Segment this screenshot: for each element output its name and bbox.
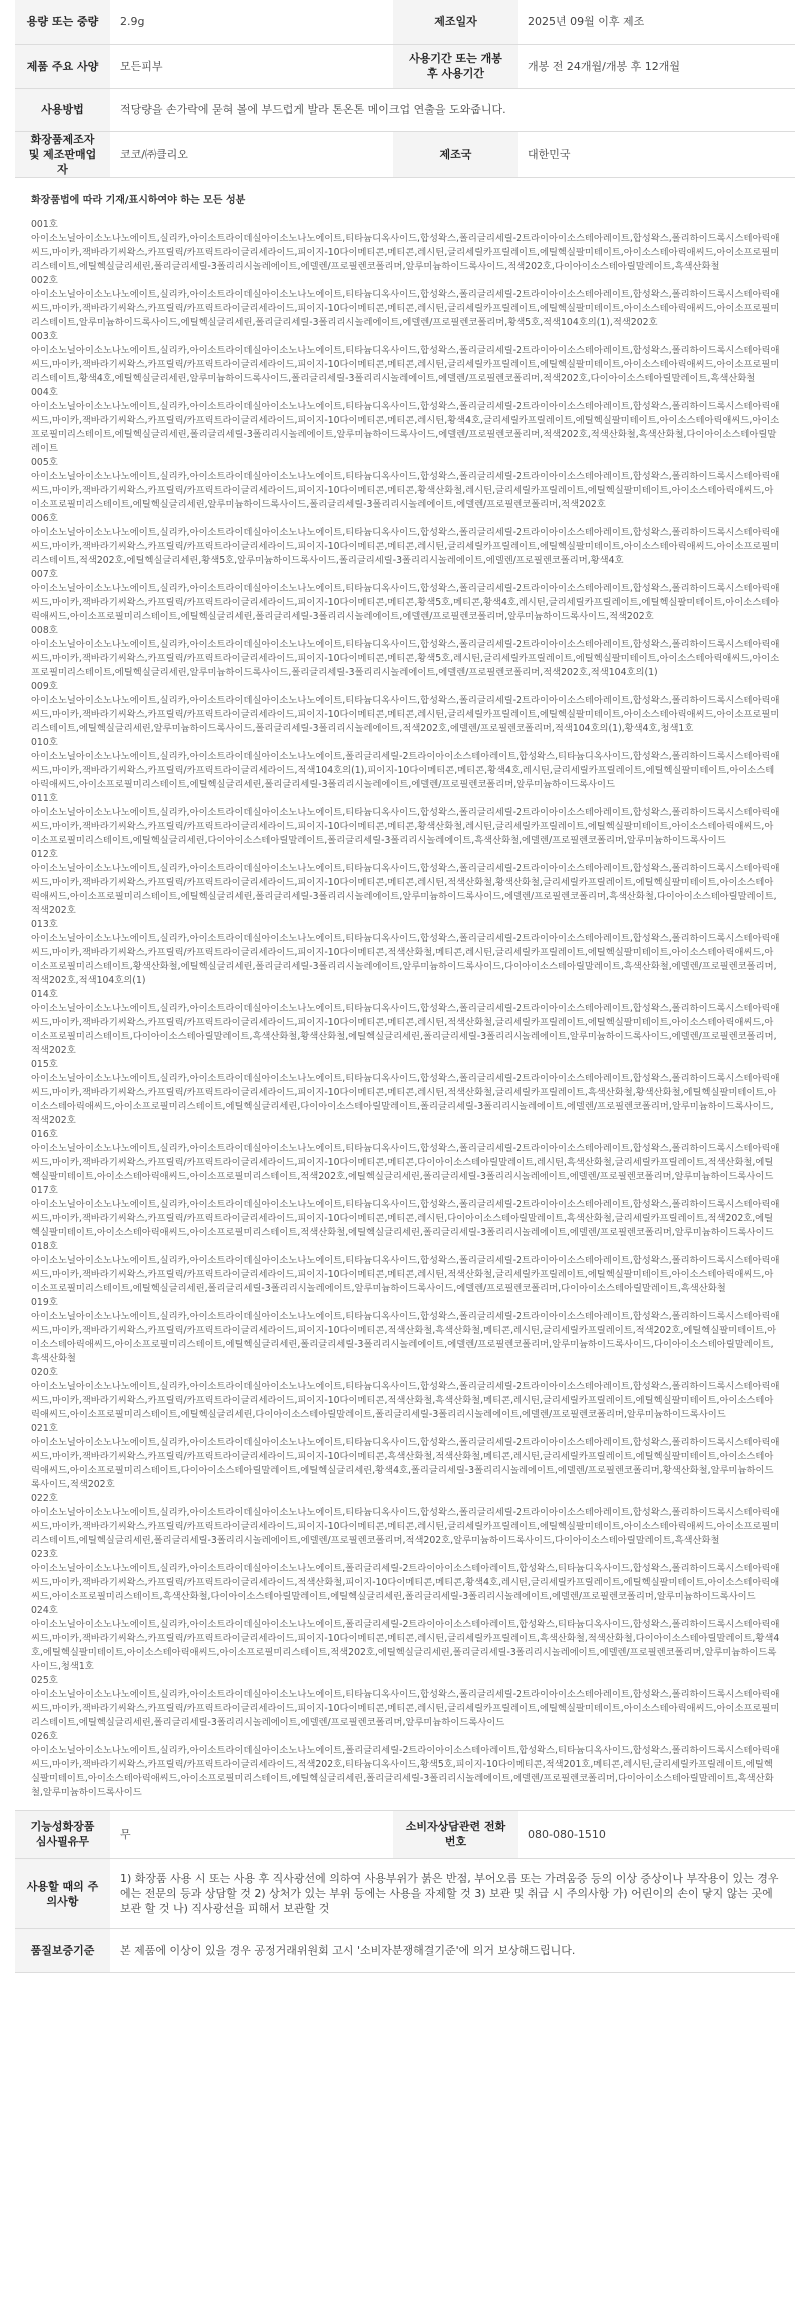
ingredient-text: 아이소노닐아이소노나노에이트,실리카,아이소트라이데실아이소노나노에이트,티타늄디옥사이드,합성왁스,폴리글리세릴-2트라이아이소스테아레이트,합성왁스,폴리하이드록시스테아릭애씨드,마이카,잭바라기씨왁스,카프릴릭/카프릭트라이글리세라이드,피이지-10다이메티콘,메티콘,레시틴,글리세릴카프릴레이트,에틸헥실팔미테이트,아이소스테아릭애씨드,아이소프로필미리스테이트,에틸헥실글리세린,알루미늄하이드록사이드,폴리글리세릴-3폴리리시놀레에이트,적색202호,에델렌/프로필렌코폴리머,적색104호의(1),황색4호,청색1호 — [31, 694, 780, 734]
ingredient-shade-code: 023호 — [31, 1548, 58, 1560]
ingredient-entry — [31, 1366, 781, 1422]
ingredient-text: 아이소노닐아이소노나노에이트,실리카,아이소트라이데실아이소노나노에이트,티타늄디옥사이드,합성왁스,폴리글리세릴-2트라이아이소스테아레이트,합성왁스,폴리하이드록시스테아릭애씨드,마이카,잭바라기씨왁스,카프릴릭/카프릭트라이글리세라이드,피이지-10다이메티콘,메티콘,레시틴,다이아이소스테아릴말레이트,흑색산화철,글리세릴카프릴레이트,적색202호,에틸헥실팔미테이트,아이소스테아릭애씨드,아이소프로필미리스테이트,적색산화철,에틸헥실글리세린,폴리글리세릴-3폴리리시놀레에이트,에델렌/프로필렌코폴리머,알루미늄하이드록사이드 — [31, 1198, 780, 1238]
ingredient-shade-code: 016호 — [31, 1128, 58, 1140]
caution-label: 사용할 때의 주의사항 — [15, 1859, 110, 1929]
warranty-label: 품질보증기준 — [15, 1929, 110, 1973]
ingredient-shade-code: 015호 — [31, 1058, 58, 1070]
ingredient-shade-code: 007호 — [31, 568, 58, 580]
row-warranty — [15, 1929, 795, 1973]
ingredient-entry — [31, 1548, 781, 1604]
ingredients-list — [31, 218, 781, 1800]
ingredient-shade-code: 011호 — [31, 792, 58, 804]
ingredient-entry — [31, 386, 781, 456]
skin-type-label: 제품 주요 사양 — [15, 44, 110, 88]
row-skin-type — [15, 44, 795, 88]
ingredient-entry — [31, 736, 781, 792]
usage-label: 사용방법 — [15, 88, 110, 131]
ingredient-shade-code: 019호 — [31, 1296, 58, 1308]
caution-value: 1) 화장품 사용 시 또는 사용 후 직사광선에 의하여 사용부위가 붉은 반점, 부어오름 또는 가려움증 등의 이상 증상이나 부작용이 있는 경우에는 전문의 등과 상담할 것 2) 상처가 있는 부위 등에는 사용을 자제할 것 3) 보관 및 취급 시 주의사항 가) 어린이의 손이 닿지 않는 곳에 보관 할 것 나) 직사광선을 피해서 보관할 것 — [110, 1859, 795, 1929]
ingredient-entry — [31, 456, 781, 512]
ingredient-text: 아이소노닐아이소노나노에이트,실리카,아이소트라이데실아이소노나노에이트,폴리글리세릴-2트라이아이소스테아레이트,합성왁스,티타늄디옥사이드,합성왁스,폴리하이드록시스테아릭애씨드,마이카,잭바라기씨왁스,카프릴릭/카프릭트라이글리세라이드,피이지-10다이메티콘,메티콘,레시틴,글리세릴카프릴레이트,흑색산화철,적색산화철,다이아이소스테아릴말레이트,황색4호,에틸헥실팔미테이트,아이소스테아릭애씨드,아이소프로필미리스테이트,적색202호,에틸헥실글리세린,폴리글리세릴-3폴리리시놀레에이트,에델렌/프로필렌코폴리머,알루미늄하이드록사이드,청색1호 — [31, 1618, 780, 1672]
ingredient-text: 아이소노닐아이소노나노에이트,실리카,아이소트라이데실아이소노나노에이트,티타늄디옥사이드,합성왁스,폴리글리세릴-2트라이아이소스테아레이트,합성왁스,폴리하이드록시스테아릭애씨드,마이카,잭바라기씨왁스,카프릴릭/카프릭트라이글리세라이드,피이지-10다이메티콘,적색산화철,흑색산화철,메티콘,레시틴,글리세릴카프릴레이트,에틸헥실팔미테이트,아이소스테아릭애씨드,아이소프로필미리스테이트,에틸헥실글리세린,다이아이소스테아릴말레이트,폴리글리세릴-3폴리리시놀레에이트,에델렌/프로필렌코폴리머,알루미늄하이드록사이드 — [31, 1380, 780, 1420]
product-info-sheet — [15, 0, 795, 1973]
ingredients-title: 화장품법에 따라 기재/표시하여야 하는 모든 성분 — [31, 194, 246, 206]
ingredient-shade-code: 012호 — [31, 848, 58, 860]
ingredient-entry — [31, 792, 781, 848]
row-capacity — [15, 0, 795, 44]
ingredient-shade-code: 006호 — [31, 512, 58, 524]
review-value: 무 — [110, 1811, 393, 1859]
ingredient-text: 아이소노닐아이소노나노에이트,실리카,아이소트라이데실아이소노나노에이트,티타늄디옥사이드,합성왁스,폴리글리세릴-2트라이아이소스테아레이트,합성왁스,폴리하이드록시스테아릭애씨드,마이카,잭바라기씨왁스,카프릴릭/카프릭트라이글리세라이드,피이지-10다이메티콘,메티콘,황색산화철,레시틴,글리세릴카프릴레이트,에틸헥실팔미테이트,아이소스테아릭애씨드,아이소프로필미리스테이트,에틸헥실글리세린,알루미늄하이드록사이드,폴리글리세릴-3폴리리시놀레에이트,에델렌/프로필렌코폴리머,적색202호 — [31, 470, 780, 510]
ingredient-shade-code: 026호 — [31, 1730, 58, 1742]
ingredient-text: 아이소노닐아이소노나노에이트,실리카,아이소트라이데실아이소노나노에이트,티타늄디옥사이드,합성왁스,폴리글리세릴-2트라이아이소스테아레이트,합성왁스,폴리하이드록시스테아릭애씨드,마이카,잭바라기씨왁스,카프릴릭/카프릭트라이글리세라이드,피이지-10다이메티콘,메티콘,레시틴,적색산화철,글리세릴카프릴레이트,흑색산화철,황색산화철,에틸헥실팔미테이트,아이소스테아릭애씨드,아이소프로필미리스테이트,에틸헥실글리세린,다이아이소스테아릴말레이트,폴리글리세릴-3폴리리시놀레에이트,에델렌/프로필렌코폴리머,알루미늄하이드록사이드,적색202호 — [31, 1072, 780, 1126]
ingredient-shade-code: 014호 — [31, 988, 58, 1000]
ingredient-text: 아이소노닐아이소노나노에이트,실리카,아이소트라이데실아이소노나노에이트,폴리글리세릴-2트라이아이소스테아레이트,합성왁스,티타늄디옥사이드,합성왁스,폴리하이드록시스테아릭애씨드,마이카,잭바라기씨왁스,카프릴릭/카프릭트라이글리세라이드,적색104호의(1),피이지-10다이메티콘,메티콘,황색4호,레시틴,글리세릴카프릴레이트,에틸헥실팔미테이트,아이소스테아릭애씨드,아이소프로필미리스테이트,에틸헥실글리세린,폴리글리세릴-3폴리리시놀레에이트,에델렌/프로필렌코폴리머,알루미늄하이드록사이드 — [31, 750, 780, 790]
ingredient-text: 아이소노닐아이소노나노에이트,실리카,아이소트라이데실아이소노나노에이트,티타늄디옥사이드,합성왁스,폴리글리세릴-2트라이아이소스테아레이트,합성왁스,폴리하이드록시스테아릭애씨드,마이카,잭바라기씨왁스,카프릴릭/카프릭트라이글리세라이드,피이지-10다이메티콘,메티콘,황색5호,레시틴,글리세릴카프릴레이트,에틸헥실팔미테이트,아이소스테아릭애씨드,아이소프로필미리스테이트,에틸헥실글리세린,알루미늄하이드록사이드,폴리글리세릴-3폴리리시놀레에이트,에델렌/프로필렌코폴리머,적색202호,적색104호의(1) — [31, 638, 780, 678]
review-label: 기능성화장품 심사필유무 — [15, 1811, 110, 1859]
ingredient-text: 아이소노닐아이소노나노에이트,실리카,아이소트라이데실아이소노나노에이트,티타늄디옥사이드,합성왁스,폴리글리세릴-2트라이아이소스테아레이트,합성왁스,폴리하이드록시스테아릭애씨드,마이카,잭바라기씨왁스,카프릴릭/카프릭트라이글리세라이드,피이지-10다이메티콘,메티콘,레시틴,적색산화철,글리세릴카프릴레이트,에틸헥실팔미테이트,아이소스테아릭애씨드,아이소프로필미리스테이트,다이아이소스테아릴말레이트,흑색산화철,황색산화철,에틸헥실글리세린,폴리글리세릴-3폴리리시놀레에이트,알루미늄하이드록사이드,에델렌/프로필렌코폴리머,적색202호 — [31, 1002, 780, 1056]
ingredient-entry — [31, 1058, 781, 1128]
ingredient-text: 아이소노닐아이소노나노에이트,실리카,아이소트라이데실아이소노나노에이트,폴리글리세릴-2트라이아이소스테아레이트,합성왁스,티타늄디옥사이드,합성왁스,폴리하이드록시스테아릭애씨드,마이카,잭바라기씨왁스,카프릴릭/카프릭트라이글리세라이드,적색산화철,피이지-10다이메티콘,메티콘,황색4호,레시틴,글리세릴카프릴레이트,에틸헥실팔미테이트,아이소스테아릭애씨드,아이소프로필미리스테이트,흑색산화철,다이아이소스테아릴말레이트,에틸헥실글리세린,폴리글리세릴-3폴리리시놀레에이트,에델렌/프로필렌코폴리머,알루미늄하이드록사이드 — [31, 1562, 780, 1602]
origin-label: 제조국 — [393, 131, 518, 177]
ingredient-entry — [31, 680, 781, 736]
ingredient-text: 아이소노닐아이소노나노에이트,실리카,아이소트라이데실아이소노나노에이트,티타늄디옥사이드,합성왁스,폴리글리세릴-2트라이아이소스테아레이트,합성왁스,폴리하이드록시스테아릭애씨드,마이카,잭바라기씨왁스,카프릴릭/카프릭트라이글리세라이드,피이지-10다이메티콘,메티콘,레시틴,황색4호,글리세릴카프릴레이트,에틸헥실팔미테이트,아이소스테아릭애씨드,아이소프로필미리스테이트,에틸헥실글리세린,폴리글리세릴-3폴리리시놀레에이트,알루미늄하이드록사이드,에델렌/프로필렌코폴리머,적색202호,적색산화철,흑색산화철,다이아이소스테아릴말레이트 — [31, 400, 780, 454]
ingredient-shade-code: 003호 — [31, 330, 58, 342]
seller-label: 화장품제조자 및 제조판매업자 — [15, 131, 110, 177]
spec-table-top — [15, 0, 795, 178]
ingredient-entry — [31, 512, 781, 568]
ingredient-text: 아이소노닐아이소노나노에이트,실리카,아이소트라이데실아이소노나노에이트,티타늄디옥사이드,합성왁스,폴리글리세릴-2트라이아이소스테아레이트,합성왁스,폴리하이드록시스테아릭애씨드,마이카,잭바라기씨왁스,카프릴릭/카프릭트라이글리세라이드,피이지-10다이메티콘,메티콘,레시틴,글리세릴카프릴레이트,에틸헥실팔미테이트,아이소스테아릭애씨드,아이소프로필미리스테이트,적색202호,에틸헥실글리세린,황색5호,알루미늄하이드록사이드,폴리글리세릴-3폴리리시놀레에이트,에델렌/프로필렌코폴리머,황색4호 — [31, 526, 780, 566]
ingredient-shade-code: 001호 — [31, 218, 58, 230]
ingredient-text: 아이소노닐아이소노나노에이트,실리카,아이소트라이데실아이소노나노에이트,티타늄디옥사이드,합성왁스,폴리글리세릴-2트라이아이소스테아레이트,합성왁스,폴리하이드록시스테아릭애씨드,마이카,잭바라기씨왁스,카프릴릭/카프릭트라이글리세라이드,피이지-10다이메티콘,메티콘,레시틴,글리세릴카프릴레이트,에틸헥실팔미테이트,아이소스테아릭애씨드,아이소프로필미리스테이트,에틸헥실글리세린,폴리글리세릴-3폴리리시놀레에이트,에델렌/프로필렌코폴리머,알루미늄하이드록사이드 — [31, 1688, 780, 1728]
seller-value: 코코/㈜클리오 — [110, 131, 393, 177]
ingredient-entry — [31, 918, 781, 988]
origin-value: 대한민국 — [518, 131, 795, 177]
ingredient-text: 아이소노닐아이소노나노에이트,실리카,아이소트라이데실아이소노나노에이트,티타늄디옥사이드,합성왁스,폴리글리세릴-2트라이아이소스테아레이트,합성왁스,폴리하이드록시스테아릭애씨드,마이카,잭바라기씨왁스,카프릴릭/카프릭트라이글리세라이드,피이지-10다이메티콘,메티콘,황색산화철,레시틴,글리세릴카프릴레이트,에틸헥실팔미테이트,아이소스테아릭애씨드,아이소프로필미리스테이트,에틸헥실글리세린,다이아이소스테아릴말레이트,폴리글리세릴-3폴리리시놀레에이트,흑색산화철,에델렌/프로필렌코폴리머,알루미늄하이드록사이드 — [31, 806, 780, 846]
expiry-label: 사용기간 또는 개봉 후 사용기간 — [393, 44, 518, 88]
ingredient-entry — [31, 1422, 781, 1492]
ingredient-text: 아이소노닐아이소노나노에이트,실리카,아이소트라이데실아이소노나노에이트,티타늄디옥사이드,합성왁스,폴리글리세릴-2트라이아이소스테아레이트,합성왁스,폴리하이드록시스테아릭애씨드,마이카,잭바라기씨왁스,카프릴릭/카프릭트라이글리세라이드,피이지-10다이메티콘,메티콘,레시틴,글리세릴카프릴레이트,에틸헥실팔미테이트,아이소스테아릭애씨드,아이소프로필미리스테이트,알루미늄하이드록사이드,에틸헥실글리세린,폴리글리세릴-3폴리리시놀레에이트,에델렌/프로필렌코폴리머,황색5호,적색104호의(1),적색202호 — [31, 288, 780, 328]
ingredient-entry — [31, 568, 781, 624]
ingredient-entry — [31, 1492, 781, 1548]
consult-value: 080-080-1510 — [518, 1811, 795, 1859]
ingredient-text: 아이소노닐아이소노나노에이트,실리카,아이소트라이데실아이소노나노에이트,티타늄디옥사이드,합성왁스,폴리글리세릴-2트라이아이소스테아레이트,합성왁스,폴리하이드록시스테아릭애씨드,마이카,잭바라기씨왁스,카프릴릭/카프릭트라이글리세라이드,피이지-10다이메티콘,메티콘,황색5호,메티콘,황색4호,레시틴,글리세릴카프릴레이트,에틸헥실팔미테이트,아이소스테아릭애씨드,아이소프로필미리스테이트,에틸헥실글리세린,폴리글리세릴-3폴리리시놀레에이트,에델렌/프로필렌코폴리머,알루미늄하이드록사이드,적색202호 — [31, 582, 780, 622]
ingredient-entry — [31, 1730, 781, 1800]
ingredient-text: 아이소노닐아이소노나노에이트,실리카,아이소트라이데실아이소노나노에이트,티타늄디옥사이드,합성왁스,폴리글리세릴-2트라이아이소스테아레이트,합성왁스,폴리하이드록시스테아릭애씨드,마이카,잭바라기씨왁스,카프릴릭/카프릭트라이글리세라이드,피이지-10다이메티콘,적색산화철,메티콘,레시틴,글리세릴카프릴레이트,에틸헥실팔미테이트,아이소스테아릭애씨드,아이소프로필미리스테이트,황색산화철,에틸헥실글리세린,폴리글리세릴-3폴리리시놀레에이트,알루미늄하이드록사이드,다이아이소스테아릴말레이트,흑색산화철,에델렌/프로필렌코폴리머,적색202호,적색104호의(1) — [31, 932, 780, 986]
ingredient-text: 아이소노닐아이소노나노에이트,실리카,아이소트라이데실아이소노나노에이트,티타늄디옥사이드,합성왁스,폴리글리세릴-2트라이아이소스테아레이트,합성왁스,폴리하이드록시스테아릭애씨드,마이카,잭바라기씨왁스,카프릴릭/카프릭트라이글리세라이드,피이지-10다이메티콘,적색산화철,흑색산화철,메티콘,레시틴,글리세릴카프릴레이트,적색202호,에틸헥실팔미테이트,아이소스테아릭애씨드,아이소프로필미리스테이트,에틸헥실글리세린,폴리글리세릴-3폴리리시놀레에이트,에델렌/프로필렌코폴리머,알루미늄하이드록사이드,다이아이소스테아릴말레이트,흑색산화철 — [31, 1310, 780, 1364]
ingredient-shade-code: 021호 — [31, 1422, 58, 1434]
ingredient-entry — [31, 848, 781, 918]
ingredients-section — [15, 178, 795, 1811]
ingredient-text: 아이소노닐아이소노나노에이트,실리카,아이소트라이데실아이소노나노에이트,티타늄디옥사이드,합성왁스,폴리글리세릴-2트라이아이소스테아레이트,합성왁스,폴리하이드록시스테아릭애씨드,마이카,잭바라기씨왁스,카프릴릭/카프릭트라이글리세라이드,피이지-10다이메티콘,메티콘,레시틴,적색산화철,황색산화철,글리세릴카프릴레이트,에틸헥실팔미테이트,아이소스테아릭애씨드,아이소프로필미리스테이트,에틸헥실글리세린,폴리글리세릴-3폴리리시놀레에이트,알루미늄하이드록사이드,에델렌/프로필렌코폴리머,흑색산화철,다이아이소스테아릴말레이트,적색202호 — [31, 862, 780, 916]
manufacture-date-value: 2025년 09월 이후 제조 — [518, 0, 795, 44]
capacity-label: 용량 또는 중량 — [15, 0, 110, 44]
ingredient-shade-code: 010호 — [31, 736, 58, 748]
ingredient-text: 아이소노닐아이소노나노에이트,실리카,아이소트라이데실아이소노나노에이트,폴리글리세릴-2트라이아이소스테아레이트,합성왁스,티타늄디옥사이드,합성왁스,폴리하이드록시스테아릭애씨드,마이카,잭바라기씨왁스,카프릴릭/카프릭트라이글리세라이드,적색202호,티타늄디옥사이드,황색5호,피이지-10다이메티콘,적색201호,메티콘,레시틴,글리세릴카프릴레이트,에틸헥실팔미테이트,아이소스테아릭애씨드,아이소프로필미리스테이트,에틸헥실글리세린,폴리글리세릴-3폴리리시놀레에이트,에델렌/프로필렌코폴리머,다이아이소스테아릴말레이트,흑색산화철,알루미늄하이드록사이드 — [31, 1744, 780, 1798]
ingredient-shade-code: 008호 — [31, 624, 58, 636]
ingredient-shade-code: 018호 — [31, 1240, 58, 1252]
ingredient-shade-code: 020호 — [31, 1366, 58, 1378]
ingredient-entry — [31, 1128, 781, 1184]
ingredient-entry — [31, 1674, 781, 1730]
warranty-value: 본 제품에 이상이 있을 경우 공정거래위원회 고시 '소비자분쟁해결기준'에 의거 보상해드립니다. — [110, 1929, 795, 1973]
skin-type-value: 모든피부 — [110, 44, 393, 88]
ingredient-text: 아이소노닐아이소노나노에이트,실리카,아이소트라이데실아이소노나노에이트,티타늄디옥사이드,합성왁스,폴리글리세릴-2트라이아이소스테아레이트,합성왁스,폴리하이드록시스테아릭애씨드,마이카,잭바라기씨왁스,카프릴릭/카프릭트라이글리세라이드,피이지-10다이메티콘,메티콘,레시틴,글리세릴카프릴레이트,에틸헥실팔미테이트,아이소스테아릭애씨드,아이소프로필미리스테이트,에틸헥실글리세린,폴리글리세릴-3폴리리시놀레에이트,에델렌/프로필렌코폴리머,알루미늄하이드록사이드,적색202호,다이아이소스테아릴말레이트,흑색산화철 — [31, 232, 780, 272]
ingredient-text: 아이소노닐아이소노나노에이트,실리카,아이소트라이데실아이소노나노에이트,티타늄디옥사이드,합성왁스,폴리글리세릴-2트라이아이소스테아레이트,합성왁스,폴리하이드록시스테아릭애씨드,마이카,잭바라기씨왁스,카프릴릭/카프릭트라이글리세라이드,피이지-10다이메티콘,메티콘,다이아이소스테아릴말레이트,레시틴,흑색산화철,글리세릴카프릴레이트,적색산화철,에틸헥실팔미테이트,아이소스테아릭애씨드,아이소프로필미리스테이트,적색202호,에틸헥실글리세린,폴리글리세릴-3폴리리시놀레에이트,에델렌/프로필렌코폴리머,알루미늄하이드록사이드 — [31, 1142, 780, 1182]
ingredient-shade-code: 025호 — [31, 1674, 58, 1686]
expiry-value: 개봉 전 24개월/개봉 후 12개월 — [518, 44, 795, 88]
ingredient-text: 아이소노닐아이소노나노에이트,실리카,아이소트라이데실아이소노나노에이트,티타늄디옥사이드,합성왁스,폴리글리세릴-2트라이아이소스테아레이트,합성왁스,폴리하이드록시스테아릭애씨드,마이카,잭바라기씨왁스,카프릴릭/카프릭트라이글리세라이드,피이지-10다이메티콘,메티콘,레시틴,글리세릴카프릴레이트,에틸헥실팔미테이트,아이소스테아릭애씨드,아이소프로필미리스테이트,에틸헥실글리세린,폴리글리세릴-3폴리리시놀레에이트,에델렌/프로필렌코폴리머,적색202호,알루미늄하이드록사이드,다이아이소스테아릴말레이트,흑색산화철 — [31, 1506, 780, 1546]
ingredient-entry — [31, 1240, 781, 1296]
manufacture-date-label: 제조일자 — [393, 0, 518, 44]
ingredient-text: 아이소노닐아이소노나노에이트,실리카,아이소트라이데실아이소노나노에이트,티타늄디옥사이드,합성왁스,폴리글리세릴-2트라이아이소스테아레이트,합성왁스,폴리하이드록시스테아릭애씨드,마이카,잭바라기씨왁스,카프릴릭/카프릭트라이글리세라이드,피이지-10다이메티콘,메티콘,레시틴,적색산화철,글리세릴카프릴레이트,에틸헥실팔미테이트,아이소스테아릭애씨드,아이소프로필미리스테이트,에틸헥실글리세린,폴리글리세릴-3폴리리시놀레에이트,알루미늄하이드록사이드,에델렌/프로필렌코폴리머,다이아이소스테아릴말레이트,흑색산화철 — [31, 1254, 780, 1294]
ingredient-text: 아이소노닐아이소노나노에이트,실리카,아이소트라이데실아이소노나노에이트,티타늄디옥사이드,합성왁스,폴리글리세릴-2트라이아이소스테아레이트,합성왁스,폴리하이드록시스테아릭애씨드,마이카,잭바라기씨왁스,카프릴릭/카프릭트라이글리세라이드,피이지-10다이메티콘,흑색산화철,적색산화철,메티콘,레시틴,글리세릴카프릴레이트,에틸헥실팔미테이트,아이소스테아릭애씨드,아이소프로필미리스테이트,다이아이소스테아릴말레이트,에틸헥실글리세린,황색4호,폴리글리세릴-3폴리리시놀레에이트,에델렌/프로필렌코폴리머,황색산화철,알루미늄하이드록사이드,적색202호 — [31, 1436, 780, 1490]
ingredient-entry — [31, 1296, 781, 1366]
ingredient-text: 아이소노닐아이소노나노에이트,실리카,아이소트라이데실아이소노나노에이트,티타늄디옥사이드,합성왁스,폴리글리세릴-2트라이아이소스테아레이트,합성왁스,폴리하이드록시스테아릭애씨드,마이카,잭바라기씨왁스,카프릴릭/카프릭트라이글리세라이드,피이지-10다이메티콘,메티콘,레시틴,글리세릴카프릴레이트,에틸헥실팔미테이트,아이소스테아릭애씨드,아이소프로필미리스테이트,황색4호,에틸헥실글리세린,알루미늄하이드록사이드,폴리글리세릴-3폴리리시놀레에이트,에델렌/프로필렌코폴리머,적색202호,다이아이소스테아릴말레이트,흑색산화철 — [31, 344, 780, 384]
ingredient-entry — [31, 1604, 781, 1674]
ingredient-entry — [31, 1184, 781, 1240]
ingredient-entry — [31, 330, 781, 386]
ingredient-shade-code: 005호 — [31, 456, 58, 468]
ingredient-entry — [31, 988, 781, 1058]
ingredient-shade-code: 002호 — [31, 274, 58, 286]
ingredient-entry — [31, 624, 781, 680]
row-seller — [15, 131, 795, 177]
consult-label: 소비자상담관련 전화번호 — [393, 1811, 518, 1859]
spec-table-bottom — [15, 1811, 795, 1974]
ingredient-shade-code: 013호 — [31, 918, 58, 930]
row-review — [15, 1811, 795, 1859]
row-caution — [15, 1859, 795, 1929]
ingredient-shade-code: 004호 — [31, 386, 58, 398]
ingredient-shade-code: 022호 — [31, 1492, 58, 1504]
capacity-value: 2.9g — [110, 0, 393, 44]
ingredient-shade-code: 017호 — [31, 1184, 58, 1196]
ingredient-entry — [31, 274, 781, 330]
ingredient-shade-code: 009호 — [31, 680, 58, 692]
row-usage — [15, 88, 795, 131]
ingredient-entry — [31, 218, 781, 274]
usage-value: 적당량을 손가락에 묻혀 볼에 부드럽게 발라 톤온톤 메이크업 연출을 도와줍니다. — [110, 88, 795, 131]
ingredient-shade-code: 024호 — [31, 1604, 58, 1616]
